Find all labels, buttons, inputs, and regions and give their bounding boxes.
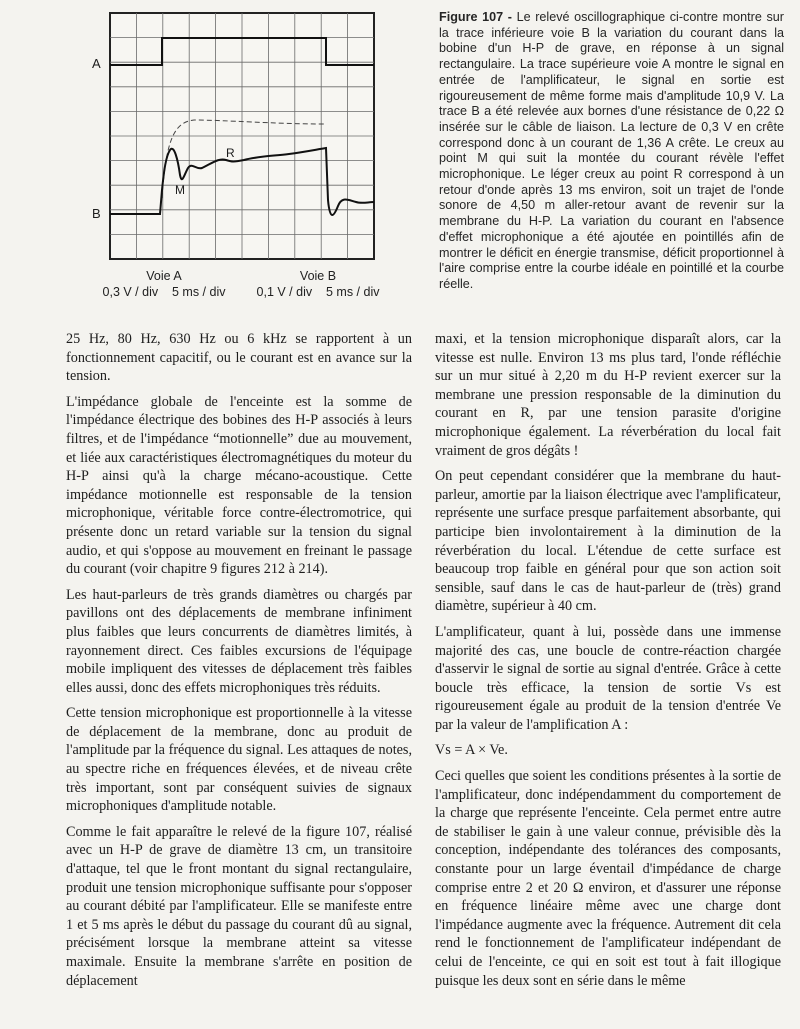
paragraph: 25 Hz, 80 Hz, 630 Hz ou 6 kHz se rapportent à un fonctionnement capacitif, ou le courant est en avance sur la tension. [66,331,412,385]
oscilloscope-figure [104,10,380,264]
voie-b-legend [250,268,386,300]
right-column [435,330,781,997]
trace-b-label: B [92,206,101,221]
voie-a-legend [96,268,232,300]
caption-text: Le relevé oscillographique ci-contre montre sur la trace inférieure voie B la variation du courant dans la bobine d'un H-P de grave, en réponse à un signal rectangulaire. La trace supérieure voie A montre le signal en entrée de l'amplificateur, le signal en sortie est rigoureusement de même forme mais d'amplitude 10,9 V. La trace B a été relevée aux bornes d'une résistance de 0,22 Ω insérée sur le câble de liaison. La lecture de 0,3 V en crête correspond donc à un courant de 1,36 A crête. Le creux au point M qui suit la montée du courant révèle l'effet microphonique. Le léger creux au point R correspond à un retour d'onde après 13 ms environ, soit un trajet de l'onde sonore de 4,50 m aller-retour avant de revenir sur la membrane du H-P. La variation du courant en l'absence d'effet microphonique a été ajoutée en pointillés afin de montrer le déficit en énergie transmise, déficit proportionnel à l'aire comprise entre la courbe idéale en pointillé et la courbe réelle. [439,10,784,291]
paragraph: Comme le fait apparaître le relevé de la figure 107, réalisé avec un H-P de grave de diamètre 13 cm, un transitoire d'attaque, tel que le front montant du signal rectangulaire, produit une tension microphonique suffisante pour s'opposer au courant débité par l'amplificateur. Elle se manifeste entre 1 et 5 ms après le début du passage du courant dû au signal, précisément lorsque la membrane atteint sa vitesse maximale. Ensuite la membrane s'arrête en position de déplacement [66,823,412,989]
paragraph: L'impédance globale de l'enceinte est la somme de l'impédance électrique des bobines des H-P associés à leurs filtres, et de l'impédance “motionnelle” due au mouvement, et liée aux caractéristiques électromagnétiques du moteur du H-P ainsi qu'à la charge mécano-acoustique. Cette impédance motionnelle est responsable de la tension microphonique, véritable force contre-électromotrice, qui présente donc un retard variable sur la tension du signal audio, et qui s'oppose au mouvement en freinant le passage du courant (voir chapitre 9 figures 212 à 214). [66,393,412,578]
figure-label: Figure 107 - [439,10,512,24]
left-column [66,330,412,997]
paragraph: maxi, et la tension microphonique disparaît alors, car la vitesse est nulle. Environ 13 ms plus tard, l'onde réfléchie sur un mur situé à 2,20 m du H-P revient exercer sur la membrane une pression responsable de la diminution du courant en R, par une tension parasite d'origine microphonique également. La réverbération du local fait vraiment de gros dégâts ! [435,331,781,459]
paragraph: On peut cependant considérer que la membrane du haut-parleur, amortie par la liaison électrique avec l'amplificateur, représente une surface presque parfaitement absorbante, qui participe bien involontairement à la diminution de la réverbération du local. L'étendue de cette surface est beaucoup trop faible en général pour que son action soit sensible, sauf dans le cas de haut-parleur de (très) grand diamètre, supérieur à 40 cm. [435,468,781,615]
trace-a-label: A [92,56,101,71]
point-r-label: R [226,146,235,160]
paragraph: Cette tension microphonique est proportionnelle à la vitesse de déplacement de la membrane, donc au produit de l'amplitude par la fréquence du signal. Les attaques de notes, au spectre riche en fréquences élevées, et de niveau crête très important, sont par conséquent suivies de signaux microphoniques d'amplitude notable. [66,705,412,815]
paragraph: Ceci quelles que soient les conditions présentes à la sortie de l'amplificateur, donc indépendamment du comportement de la charge que représente l'enceinte. Cela permet entre autre de stabiliser le gain à une valeur connue, prévisible dès la conception, indépendante des tolérances des composants, constante pour un large éventail d'impédance de charge comprise entre 2 et 20 Ω environ, et d'assurer une réponse en fréquence linéaire même avec une charge dont l'impédance augmente avec la fréquence. Autrement dit cela rend le fonctionnement de l'amplificateur indépendant de celui de l'enceinte, ce qui en soit est tout à fait illogique puisque les deux sont en série dans le même [435,768,781,989]
voie-b-title: Voie B [299,269,337,283]
voie-a-scale: 0,3 V / div 5 ms / div [102,285,226,299]
figure-caption [439,10,784,293]
paragraph: Les haut-parleurs de très grands diamètres ou chargés par pavillons ont des déplacements de membrane infiniment plus faibles que leurs concurrents de diamètres limités, à rayonnement direct. Ces faibles excursions de l'équipage mobile impliquent des vitesses de déplacement très faibles elles aussi, donc des effets microphoniques très réduits. [66,586,412,696]
voie-a-title: Voie A [146,269,182,283]
oscilloscope-screen [104,10,380,264]
paragraph: L'amplificateur, quant à lui, possède dans une immense majorité des cas, une boucle de contre-réaction chargée d'asservir le signal de sortie au signal d'entrée. Grâce à cette boucle très efficace, la tension de sortie Vs est rigoureusement égale au produit de la tension d'entrée Ve par la valeur de l'amplification A : [435,623,781,733]
point-m-label: M [175,183,185,197]
voie-b-scale: 0,1 V / div 5 ms / div [256,285,380,299]
formula: Vs = A × Ve. [435,742,508,759]
